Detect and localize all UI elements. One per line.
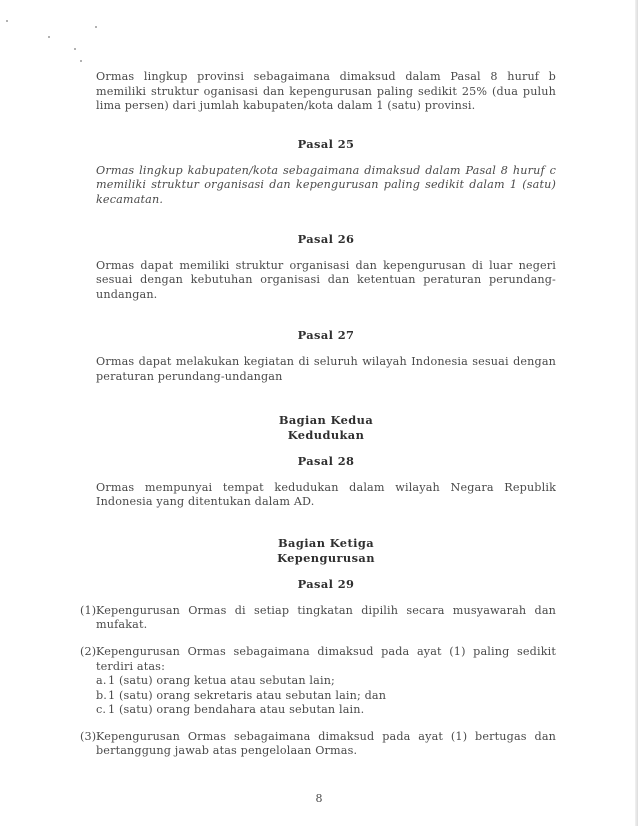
pasal-28-text: Ormas mempunyai tempat kedudukan dalam wilayah Negara Republik Indonesia yang ditentukan dalam AD. [96, 480, 556, 509]
pasal-25-heading: Pasal 25 [297, 136, 355, 151]
item-number: (1) [80, 603, 97, 617]
bagian-ketiga-heading: Bagian Ketiga [278, 535, 374, 550]
item-number: (2) [80, 644, 97, 658]
list-item [80, 644, 556, 718]
sub-list-item [96, 689, 556, 704]
bagian-kedua-heading: Bagian Kedua [278, 412, 374, 427]
pasal-29-list [80, 603, 556, 759]
bagian-kedua-subtitle: Kedudukan [287, 427, 365, 442]
sub-list-item [96, 674, 556, 689]
document-body [80, 70, 556, 759]
bagian-ketiga-subtitle: Kepengurusan [277, 550, 375, 565]
list-item [80, 603, 556, 633]
pasal-26-text: Ormas dapat memiliki struktur organisasi dan kepengurusan di luar negeri sesuai dengan kebutuhan organisasi dan ketentuan peraturan perundang-undangan. [96, 258, 556, 301]
sub-item-label: c. [96, 703, 107, 717]
sub-item-label: a. [96, 674, 107, 688]
pasal-28-heading: Pasal 28 [297, 453, 355, 468]
sub-item-text: 1 (satu) orang sekretaris atau sebutan lain; dan [108, 688, 387, 702]
paragraph-pasal-24-end: Ormas lingkup provinsi sebagaimana dimaksud dalam Pasal 8 huruf b memiliki struktur oganisasi dan kepengurusan paling sedikit 25% (dua puluh lima persen) dari jumlah kabupaten/kota dalam 1 (satu) provinsi. [96, 70, 556, 113]
sub-item-text: 1 (satu) orang ketua atau sebutan lain; [108, 674, 335, 688]
pasal-25-text: Ormas lingkup kabupaten/kota sebagaimana dimaksud dalam Pasal 8 huruf c memiliki struktur organisasi dan kepengurusan paling sedikit dalam 1 (satu) kecamatan. [96, 163, 556, 206]
sub-list [96, 674, 556, 718]
sub-list-item [96, 703, 556, 718]
pasal-26-heading: Pasal 26 [297, 231, 355, 246]
scan-speck [80, 60, 82, 62]
scan-speck [6, 20, 8, 22]
item-text: Kepengurusan Ormas sebagaimana dimaksud pada ayat (1) bertugas dan bertanggung jawab atas pengelolaan Ormas. [96, 729, 556, 758]
sub-item-label: b. [96, 688, 108, 702]
page-number: 8 [315, 792, 323, 805]
scan-speck [48, 36, 50, 38]
pasal-27-text: Ormas dapat melakukan kegiatan di seluruh wilayah Indonesia sesuai dengan peraturan perundang-undangan [96, 355, 556, 383]
scan-speck [74, 48, 76, 50]
scan-speck [95, 26, 97, 28]
list-item [80, 729, 556, 759]
pasal-27-heading: Pasal 27 [297, 328, 355, 343]
item-text: Kepengurusan Ormas di setiap tingkatan dipilih secara musyawarah dan mufakat. [96, 603, 556, 632]
sub-item-text: 1 (satu) orang bendahara atau sebutan lain. [108, 703, 365, 717]
pasal-29-heading: Pasal 29 [297, 576, 355, 591]
item-number: (3) [80, 729, 97, 743]
item-text: Kepengurusan Ormas sebagaimana dimaksud pada ayat (1) paling sedikit terdiri atas: [96, 644, 556, 673]
